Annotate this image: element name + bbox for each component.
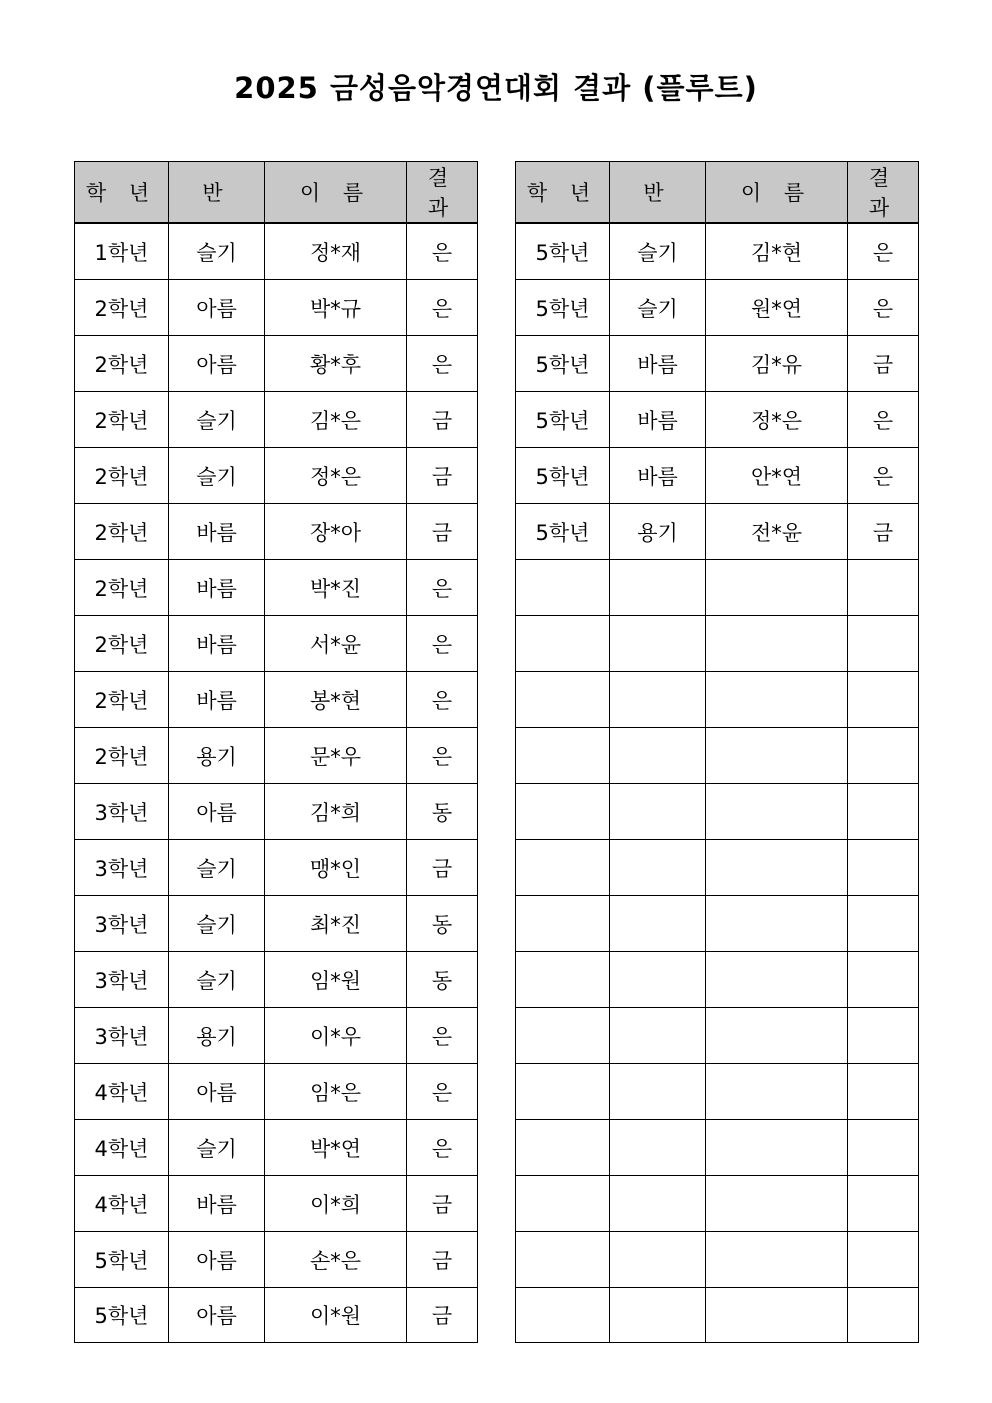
cell-class	[610, 1064, 706, 1120]
cell-result	[848, 1288, 919, 1343]
cell-name	[706, 560, 848, 616]
results-table-left	[74, 161, 478, 1343]
cell-grade: 2학년	[75, 336, 169, 392]
cell-grade	[516, 616, 610, 672]
table-row	[516, 672, 919, 728]
cell-grade: 5학년	[516, 448, 610, 504]
cell-result: 금	[407, 1288, 478, 1343]
cell-name: 문*우	[265, 728, 407, 784]
header-grade: 학 년	[75, 162, 169, 224]
table-row	[75, 1120, 478, 1176]
table-row	[516, 840, 919, 896]
cell-name: 이*원	[265, 1288, 407, 1343]
header-result: 결 과	[848, 162, 919, 224]
results-table-right	[515, 161, 919, 1343]
cell-result	[848, 952, 919, 1008]
cell-result: 은	[407, 280, 478, 336]
cell-class: 바름	[610, 392, 706, 448]
cell-result: 금	[848, 336, 919, 392]
cell-grade	[516, 1064, 610, 1120]
table-row	[516, 504, 919, 560]
cell-result	[848, 784, 919, 840]
table-row	[516, 223, 919, 280]
cell-name	[706, 840, 848, 896]
cell-class: 바름	[169, 504, 265, 560]
cell-name	[706, 1232, 848, 1288]
cell-grade	[516, 952, 610, 1008]
cell-name: 임*은	[265, 1064, 407, 1120]
cell-name	[706, 952, 848, 1008]
cell-name: 김*현	[706, 223, 848, 280]
cell-grade: 5학년	[516, 336, 610, 392]
cell-class	[610, 1288, 706, 1343]
cell-class	[610, 672, 706, 728]
cell-result	[848, 1232, 919, 1288]
cell-name	[706, 784, 848, 840]
cell-grade	[516, 672, 610, 728]
cell-grade: 5학년	[516, 280, 610, 336]
cell-class: 용기	[610, 504, 706, 560]
cell-class: 바름	[169, 1176, 265, 1232]
cell-grade: 1학년	[75, 223, 169, 280]
cell-class	[610, 728, 706, 784]
cell-name: 서*윤	[265, 616, 407, 672]
cell-grade: 2학년	[75, 728, 169, 784]
cell-grade: 3학년	[75, 896, 169, 952]
table-row	[75, 1008, 478, 1064]
cell-class: 용기	[169, 1008, 265, 1064]
cell-grade	[516, 1232, 610, 1288]
table-row	[75, 392, 478, 448]
cell-name	[706, 672, 848, 728]
cell-class: 슬기	[169, 1120, 265, 1176]
cell-grade	[516, 1120, 610, 1176]
table-row	[516, 784, 919, 840]
header-name: 이 름	[706, 162, 848, 224]
table-row	[516, 1232, 919, 1288]
cell-grade: 2학년	[75, 616, 169, 672]
cell-name: 최*진	[265, 896, 407, 952]
cell-grade	[516, 840, 610, 896]
table-row	[75, 728, 478, 784]
cell-class: 슬기	[169, 392, 265, 448]
cell-grade	[516, 1176, 610, 1232]
table-row	[516, 1176, 919, 1232]
cell-class	[610, 616, 706, 672]
table-row	[75, 896, 478, 952]
cell-name	[706, 896, 848, 952]
cell-class: 슬기	[169, 223, 265, 280]
table-row	[516, 728, 919, 784]
cell-grade: 2학년	[75, 672, 169, 728]
cell-grade: 5학년	[516, 504, 610, 560]
cell-grade: 5학년	[75, 1288, 169, 1343]
cell-name: 임*원	[265, 952, 407, 1008]
cell-grade: 5학년	[516, 223, 610, 280]
cell-name: 안*연	[706, 448, 848, 504]
cell-grade	[516, 560, 610, 616]
cell-grade: 2학년	[75, 560, 169, 616]
cell-name: 맹*인	[265, 840, 407, 896]
cell-grade: 2학년	[75, 392, 169, 448]
cell-name: 전*윤	[706, 504, 848, 560]
table-row	[75, 784, 478, 840]
cell-result	[848, 616, 919, 672]
cell-result: 은	[407, 223, 478, 280]
cell-grade: 3학년	[75, 784, 169, 840]
cell-result	[848, 1120, 919, 1176]
cell-class: 슬기	[169, 840, 265, 896]
cell-class: 아름	[169, 1232, 265, 1288]
table-row	[516, 1288, 919, 1343]
table-row	[516, 1120, 919, 1176]
cell-name	[706, 1288, 848, 1343]
cell-grade: 3학년	[75, 840, 169, 896]
header-class: 반	[610, 162, 706, 224]
cell-result: 은	[407, 728, 478, 784]
cell-result: 금	[848, 504, 919, 560]
cell-class: 아름	[169, 1064, 265, 1120]
cell-grade: 2학년	[75, 280, 169, 336]
cell-class: 바름	[610, 448, 706, 504]
cell-name: 장*아	[265, 504, 407, 560]
cell-result: 은	[407, 1120, 478, 1176]
cell-name	[706, 1176, 848, 1232]
cell-name: 이*희	[265, 1176, 407, 1232]
table-row	[516, 952, 919, 1008]
cell-result	[848, 1064, 919, 1120]
cell-name: 이*우	[265, 1008, 407, 1064]
cell-name: 김*희	[265, 784, 407, 840]
header-grade: 학 년	[516, 162, 610, 224]
cell-result: 금	[407, 1176, 478, 1232]
cell-result	[848, 1008, 919, 1064]
table-row	[516, 1008, 919, 1064]
table-row	[516, 1064, 919, 1120]
cell-result: 동	[407, 952, 478, 1008]
cell-name: 정*재	[265, 223, 407, 280]
cell-result	[848, 896, 919, 952]
table-row	[516, 448, 919, 504]
cell-grade: 5학년	[516, 392, 610, 448]
cell-name	[706, 1120, 848, 1176]
cell-name: 봉*현	[265, 672, 407, 728]
cell-grade	[516, 896, 610, 952]
cell-result: 금	[407, 504, 478, 560]
table-row	[75, 1288, 478, 1343]
cell-class: 슬기	[169, 448, 265, 504]
cell-class: 슬기	[610, 280, 706, 336]
page-title: 2025 금성음악경연대회 결과 (플루트)	[234, 71, 758, 105]
table-row	[516, 280, 919, 336]
cell-result	[848, 672, 919, 728]
table-row	[75, 504, 478, 560]
cell-result: 금	[407, 448, 478, 504]
cell-class: 바름	[610, 336, 706, 392]
cell-grade	[516, 784, 610, 840]
header-result: 결 과	[407, 162, 478, 224]
table-row	[75, 560, 478, 616]
cell-name: 정*은	[706, 392, 848, 448]
table-row	[516, 896, 919, 952]
cell-grade: 4학년	[75, 1176, 169, 1232]
table-row	[75, 448, 478, 504]
cell-result	[848, 728, 919, 784]
cell-name: 손*은	[265, 1232, 407, 1288]
cell-name	[706, 1008, 848, 1064]
cell-class	[610, 1232, 706, 1288]
table-row	[75, 1064, 478, 1120]
cell-class: 슬기	[169, 896, 265, 952]
cell-class: 아름	[169, 784, 265, 840]
cell-grade: 3학년	[75, 952, 169, 1008]
cell-grade: 3학년	[75, 1008, 169, 1064]
cell-result: 은	[407, 672, 478, 728]
cell-class: 아름	[169, 336, 265, 392]
cell-result: 은	[407, 616, 478, 672]
cell-class	[610, 1008, 706, 1064]
cell-class: 바름	[169, 616, 265, 672]
cell-result	[848, 1176, 919, 1232]
table-row	[516, 560, 919, 616]
cell-grade	[516, 1288, 610, 1343]
cell-class	[610, 784, 706, 840]
cell-class	[610, 952, 706, 1008]
table-row	[75, 672, 478, 728]
table-row	[75, 1176, 478, 1232]
cell-name: 원*연	[706, 280, 848, 336]
cell-grade: 5학년	[75, 1232, 169, 1288]
cell-result: 은	[848, 448, 919, 504]
cell-result: 은	[407, 336, 478, 392]
cell-result: 은	[848, 280, 919, 336]
cell-class: 슬기	[169, 952, 265, 1008]
cell-result	[848, 560, 919, 616]
header-name: 이 름	[265, 162, 407, 224]
cell-name: 박*연	[265, 1120, 407, 1176]
table-body-right	[516, 223, 919, 1343]
cell-grade: 4학년	[75, 1120, 169, 1176]
cell-result	[848, 840, 919, 896]
cell-name: 정*은	[265, 448, 407, 504]
cell-result: 은	[407, 560, 478, 616]
table-row	[75, 280, 478, 336]
cell-name: 황*후	[265, 336, 407, 392]
table-row	[516, 336, 919, 392]
cell-result: 은	[407, 1008, 478, 1064]
table-row	[75, 952, 478, 1008]
cell-class	[610, 560, 706, 616]
cell-result: 은	[848, 223, 919, 280]
cell-class: 바름	[169, 560, 265, 616]
header-class: 반	[169, 162, 265, 224]
cell-name: 박*규	[265, 280, 407, 336]
table-row	[75, 840, 478, 896]
table-row	[75, 1232, 478, 1288]
cell-grade: 4학년	[75, 1064, 169, 1120]
table-row	[75, 616, 478, 672]
cell-result: 은	[407, 1064, 478, 1120]
cell-grade: 2학년	[75, 504, 169, 560]
cell-result: 금	[407, 840, 478, 896]
table-row	[75, 223, 478, 280]
table-body-left	[75, 223, 478, 1343]
cell-result: 동	[407, 784, 478, 840]
cell-name: 박*진	[265, 560, 407, 616]
cell-grade: 2학년	[75, 448, 169, 504]
cell-class: 아름	[169, 280, 265, 336]
cell-class	[610, 840, 706, 896]
cell-name	[706, 616, 848, 672]
cell-class: 아름	[169, 1288, 265, 1343]
table-header-row	[75, 162, 478, 224]
cell-class	[610, 1120, 706, 1176]
cell-class: 바름	[169, 672, 265, 728]
table-row	[516, 616, 919, 672]
cell-result: 동	[407, 896, 478, 952]
cell-name	[706, 1064, 848, 1120]
cell-class: 슬기	[610, 223, 706, 280]
table-header-row	[516, 162, 919, 224]
cell-result: 은	[848, 392, 919, 448]
cell-result: 금	[407, 1232, 478, 1288]
table-row	[516, 392, 919, 448]
cell-result: 금	[407, 392, 478, 448]
cell-class	[610, 1176, 706, 1232]
table-row	[75, 336, 478, 392]
cell-name	[706, 728, 848, 784]
cell-name: 김*유	[706, 336, 848, 392]
cell-class	[610, 896, 706, 952]
cell-grade	[516, 728, 610, 784]
cell-grade	[516, 1008, 610, 1064]
cell-class: 용기	[169, 728, 265, 784]
cell-name: 김*은	[265, 392, 407, 448]
